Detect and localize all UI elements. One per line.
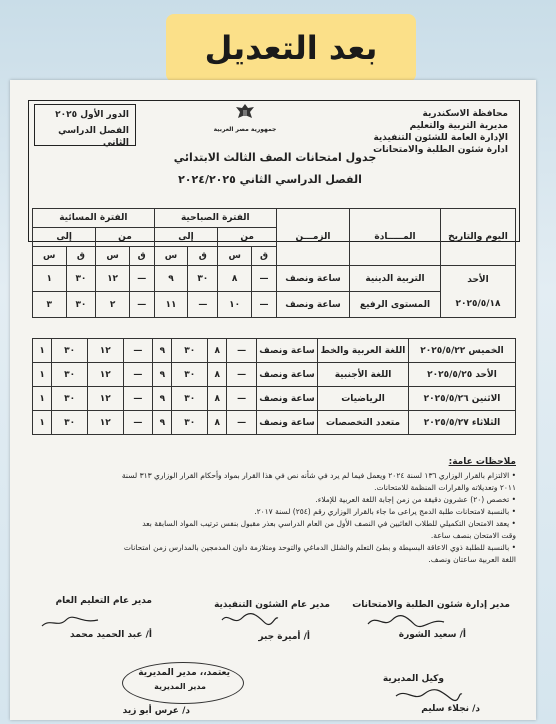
subject-cell: التربية الدينية [350,266,441,292]
signature-name: أ/ سعيد الشورة [398,630,466,640]
time-value-cell: ٣٠ [188,266,218,292]
time-value-cell: ٨ [208,411,227,435]
signature-title: مدير إدارة شئون الطلبة والامتحانات [352,600,510,610]
time-value-cell: — [251,292,276,318]
time-value-cell: ١ [33,339,52,363]
time-cell: ساعة ونصف [257,411,318,435]
time-value-cell: ٣٠ [172,411,208,435]
col-subject: المـــــادة [350,209,441,266]
time-value-cell: — [188,292,218,318]
logo-caption: جمهورية مصر العربية [213,126,277,133]
time-value-cell: ١ [33,411,52,435]
time-value-cell: — [123,411,153,435]
time-value-cell: ٢ [96,292,129,318]
signature-name: أ/ أميرة جبر [258,632,310,642]
signature-title: مدير عام التعليم العام [55,596,152,606]
time-value-cell: — [129,266,154,292]
time-value-cell: — [251,266,276,292]
time-value-cell: ١ [33,387,52,411]
time-value-cell: ٣٠ [52,387,88,411]
time-value-cell: ١٢ [87,339,123,363]
note-line: اللغة العربية ساعتان ونصف. [428,555,516,564]
egypt-eagle-logo-icon [234,102,256,124]
time-value-cell: ١٠ [218,292,252,318]
approval-label: يعتمد،، مدير المديرية [138,668,230,678]
subject-cell: متعدد التخصصات [318,411,409,435]
col-evening: الفترة المسائية [33,209,155,228]
col-s: س [154,247,188,266]
time-value-cell: — [227,363,257,387]
time-cell: ساعة ونصف [277,266,350,292]
time-value-cell: ٩ [153,363,172,387]
date-label: ٢٠٢٥/٥/١٨ [455,298,501,309]
note-line: وقت الامتحان بنصف ساعة. [430,531,516,540]
signature-scribble-icon [366,612,446,630]
time-cell: ساعة ونصف [257,363,318,387]
col-to: إلى [33,228,96,247]
subject-cell: اللغة العربية والخط [318,339,409,363]
time-value-cell: ٩ [153,387,172,411]
note-line: • يعقد الامتحان التكميلي للطلاب الغائبين في النصف الأول من العام الدراسي بعذر مقبول بنفس ترتيب المواد السابقة بعد [142,519,516,528]
authority-line: ادارة شئون الطلبة والامتحانات [373,145,508,155]
day-date-cell: الخميس ٢٠٢٥/٥/٢٢ [409,339,516,363]
col-q: ق [129,247,154,266]
time-value-cell: ٣٠ [66,266,96,292]
time-value-cell: ٣٠ [172,387,208,411]
time-value-cell: — [227,387,257,411]
col-q: ق [251,247,276,266]
day-date-cell: الثلاثاء ٢٠٢٥/٥/٢٧ [409,411,516,435]
time-value-cell: ٩ [153,339,172,363]
time-value-cell: — [129,292,154,318]
session-line: الدور الأول ٢٠٢٥ [55,110,129,120]
schedule-title: جدول امتحانات الصف الثالث الابتدائي [173,151,377,164]
time-cell: ساعة ونصف [277,292,350,318]
time-value-cell: ١٢ [87,387,123,411]
time-value-cell: ٨ [208,387,227,411]
note-line: ٢٠١١ وتعديلاته والقرارات المنظمة للامتحانات. [374,483,516,492]
authority-line: الإدارة العامة للشئون التنفيذية [373,133,508,143]
time-value-cell: — [123,363,153,387]
time-value-cell: ٣٠ [66,292,96,318]
time-value-cell: ١١ [154,292,188,318]
time-value-cell: ١ [33,266,67,292]
schedule-subtitle: الفصل الدراسي الثاني ٢٠٢٤/٢٠٢٥ [178,173,362,186]
col-s: س [96,247,129,266]
time-value-cell: ٣٠ [52,363,88,387]
note-line: • الالتزام بالقرار الوزاري ١٣٦ لسنة ٢٠٢٤ ويعمل فيما لم يرد في شأنه نص في هذا القرار بمواد وأحكام القرار الوزاري ٣١٣ لسنة [121,471,516,480]
time-value-cell: — [123,387,153,411]
time-value-cell: ٨ [218,266,252,292]
col-q: ق [66,247,96,266]
session-box [34,104,136,146]
exam-table-first [32,208,516,318]
exam-table-second [32,338,516,435]
time-value-cell: ٨ [208,339,227,363]
authority-line: مديرية التربية والتعليم [409,121,508,131]
time-value-cell: ٣٠ [52,411,88,435]
col-s: س [218,247,252,266]
col-to: إلى [154,228,218,247]
col-from: من [96,228,154,247]
time-value-cell: ١٢ [87,363,123,387]
after-edit-banner: بعد التعديل [166,14,416,82]
col-morning: الفترة الصباحية [154,209,276,228]
approval-stamp-text: مدير المديرية [154,682,206,691]
time-value-cell: ١٢ [96,266,129,292]
authority-block [328,108,508,156]
time-cell: ساعة ونصف [257,387,318,411]
col-s: س [33,247,67,266]
subject-cell: الرياضيات [318,387,409,411]
time-value-cell: — [227,339,257,363]
notes-heading: ملاحظات عامة: [448,457,516,467]
subject-cell: اللغة الأجنبية [318,363,409,387]
session-line: الفصل الدراسي الثاني [58,126,129,148]
time-value-cell: ٩ [153,411,172,435]
day-label: الأحد [467,274,489,285]
day-date-cell: الأحد ٢٠٢٥/٥/٢٥ [409,363,516,387]
exam-schedule-sheet [10,80,536,720]
time-cell: ساعة ونصف [257,339,318,363]
deputy-name: د/ نجلاء سليم [421,704,480,714]
day-date-cell: الاثنين ٢٠٢٥/٥/٢٦ [409,387,516,411]
signature-name: أ/ عبد الحميد محمد [70,630,152,640]
note-line: • تخصص (٢٠) عشرون دقيقة من زمن إجابة اللغة العربية للإملاء. [315,495,516,504]
time-value-cell: ٣ [33,292,67,318]
signature-scribble-icon [220,610,280,628]
signature-scribble-icon [394,686,464,704]
deputy-title: وكيل المديرية [382,674,444,684]
time-value-cell: ٣٠ [172,339,208,363]
subject-cell: المستوى الرفيع [350,292,441,318]
signature-title: مدير عام الشئون التنفيذية [214,600,330,610]
time-value-cell: ٨ [208,363,227,387]
col-from: من [218,228,277,247]
col-day-date: اليوم والتاريخ [441,209,516,266]
time-value-cell: ٩ [154,266,188,292]
time-value-cell: ١ [33,363,52,387]
time-value-cell: — [123,339,153,363]
col-q: ق [188,247,218,266]
authority-line: محافظة الاسكندرية [422,109,508,119]
time-value-cell: ١٢ [87,411,123,435]
note-line: • بالنسبة لامتحانات طلبة الدمج يراعى ما جاء بالقرار الوزاري رقم (٢٥٤) لسنة ٢٠١٧. [254,507,516,516]
time-value-cell: ٣٠ [172,363,208,387]
day-date-cell [441,266,516,318]
time-value-cell: — [227,411,257,435]
director-name: د/ عرس أبو زيد [122,706,190,716]
time-value-cell: ٣٠ [52,339,88,363]
note-line: • بالنسبة للطلبة ذوي الاعاقة البسيطة و بطئ التعلم والشلل الدماغي والتوحد ومتلازمة داون المدمجين بالمدارس زمن امتحانات [123,543,516,552]
col-time: الزمـــن [277,209,350,266]
